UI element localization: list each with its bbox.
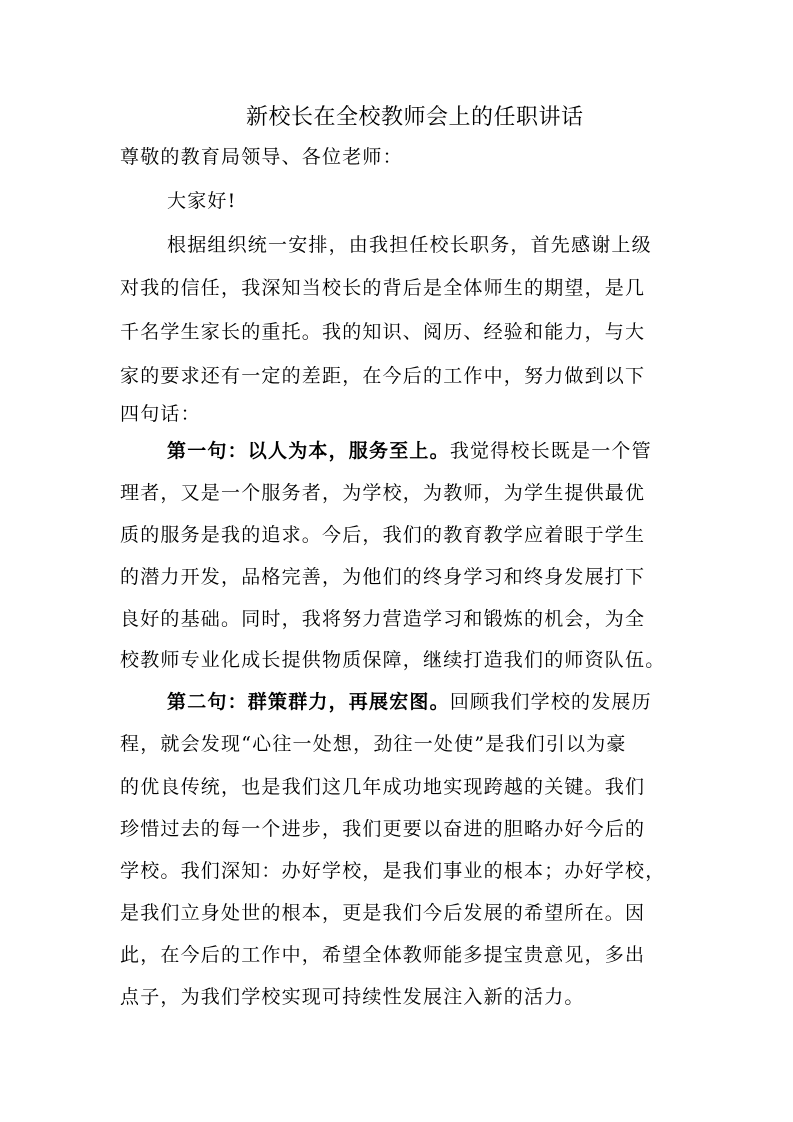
section-heading-1: 第一句：以人为本，服务至上。: [167, 440, 450, 462]
salutation: 尊敬的教育局领导、各位老师：: [120, 146, 403, 168]
paragraph-line: 家的要求还有一定的差距，在今后的工作中，努力做到以下: [120, 365, 646, 387]
paragraph-line: 对我的信任，我深知当校长的背后是全体师生的期望，是几: [120, 277, 646, 299]
paragraph-line: 点子，为我们学校实现可持续性发展注入新的活力。: [120, 986, 585, 1008]
paragraph-first-line: [167, 439, 652, 463]
paragraph-first-line: [167, 690, 652, 714]
paragraph-line: 质的服务是我的追求。今后，我们的教育教学应着眼于学生: [120, 524, 646, 546]
section-heading-2: 第二句：群策群力，再展宏图。: [167, 691, 450, 713]
paragraph-line: 程，就会发现“心往一处想，劲往一处使”是我们引以为豪: [120, 733, 627, 755]
paragraph-line: 良好的基础。同时，我将努力营造学习和锻炼的机会，为全: [120, 608, 646, 630]
paragraph-line: 珍惜过去的每一个进步，我们更要以奋进的胆略办好今后的: [120, 818, 646, 840]
document-title: 新校长在全校教师会上的任职讲话: [246, 105, 584, 130]
greeting: 大家好!: [167, 190, 237, 212]
paragraph-line: 是我们立身处世的根本，更是我们今后发展的希望所在。因: [120, 902, 646, 924]
paragraph-line: 此，在今后的工作中，希望全体教师能多提宝贵意见，多出: [120, 944, 646, 966]
paragraph-line: 校教师专业化成长提供物质保障，继续打造我们的师资队伍。: [120, 649, 666, 671]
paragraph-line: 理者，又是一个服务者，为学校，为教师，为学生提供最优: [120, 482, 646, 504]
paragraph-line: 千名学生家长的重托。我的知识、阅历、经验和能力，与大: [120, 321, 646, 343]
paragraph-line: 四句话：: [120, 403, 201, 425]
paragraph-line: 根据组织统一安排，由我担任校长职务，首先感谢上级: [167, 234, 652, 256]
paragraph-text: 我觉得校长既是一个管: [449, 440, 652, 462]
paragraph-text: 回顾我们学校的发展历: [449, 691, 652, 713]
paragraph-line: 的优良传统，也是我们这几年成功地实现跨越的关键。我们: [120, 776, 646, 798]
paragraph-line: 的潜力开发，品格完善，为他们的终身学习和终身发展打下: [120, 566, 646, 588]
paragraph-line: 学校。我们深知：办好学校，是我们事业的根本；办好学校，: [120, 860, 666, 882]
